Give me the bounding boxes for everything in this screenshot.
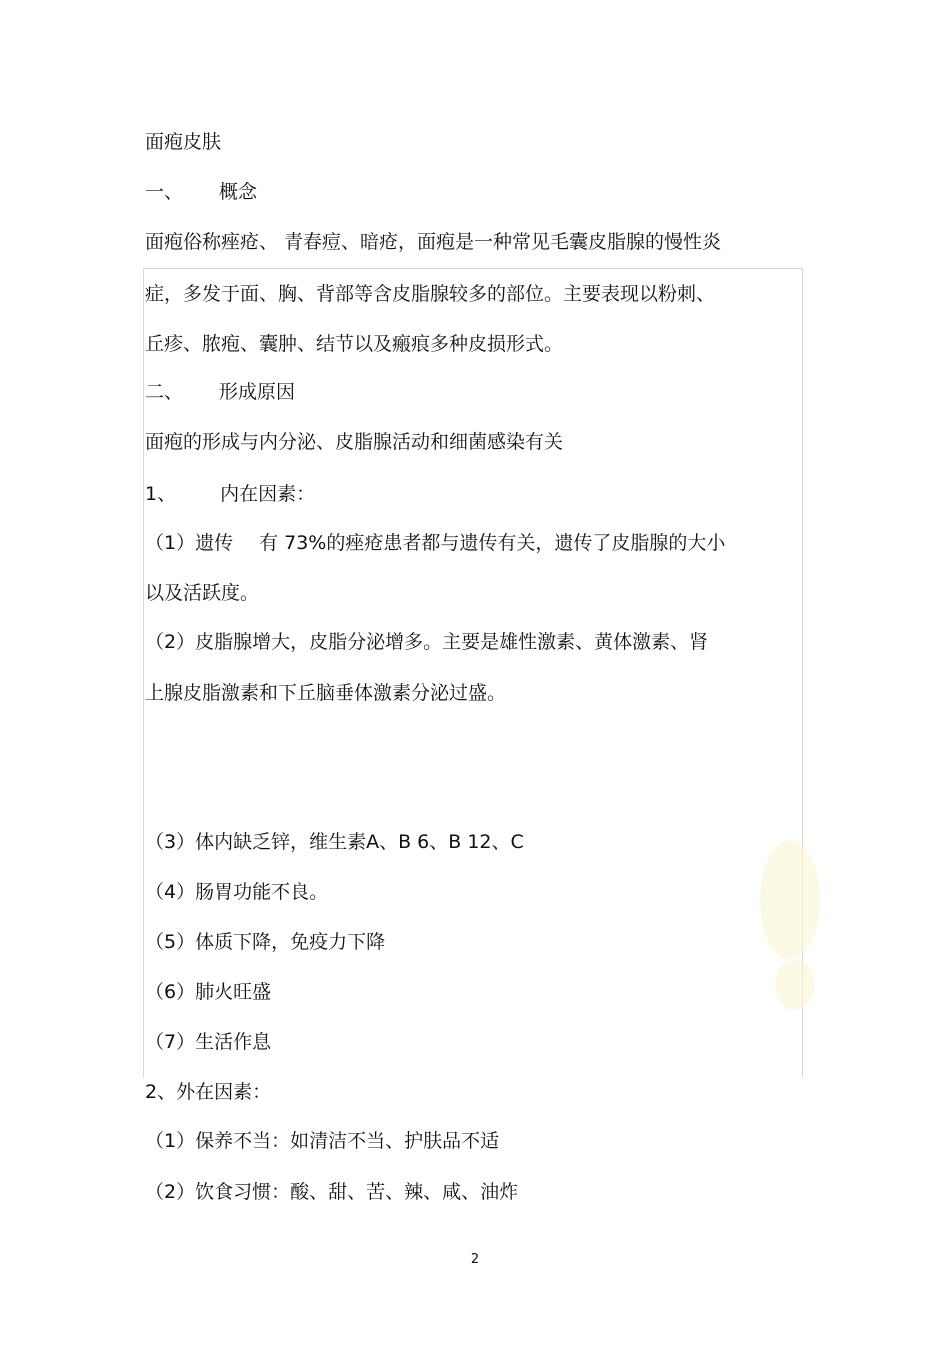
period-list [200, 730, 820, 754]
list-item [145, 531, 725, 555]
subsection-title: 内在因素： [220, 483, 316, 505]
page-number: 2 [470, 1252, 480, 1267]
paper-stain [775, 960, 815, 1010]
list-item: （2）皮脂腺增大，皮脂分泌增多。主要是雄性激素、黄体激素、肾 [145, 631, 709, 653]
doc-title: 面疱皮肤 [145, 131, 222, 153]
section-title: 概念 [219, 181, 258, 203]
paragraph-line: 面疱俗称痤疮、 青春痘、暗疮，面疱是一种常见毛囊皮脂腺的慢性炎 [145, 231, 722, 253]
paragraph-line: 面疱的形成与内分泌、皮脂腺活动和细菌感染有关 [145, 431, 564, 453]
item-text: 有 73%的痤疮患者都与遗传有关，遗传了皮脂腺的大小 [259, 532, 726, 554]
paragraph-line: 以及活跃度。 [145, 582, 260, 604]
section-number: 一、 [145, 181, 184, 203]
list-item: （4）肠胃功能不良。 [145, 881, 329, 903]
list-item: （2）饮食习惯：酸、甜、苦、辣、咸、油炸 [145, 1181, 519, 1203]
list-item: （5）体质下降，免疫力下降 [145, 931, 386, 953]
list-item: （6）肺火旺盛 [145, 981, 272, 1003]
section-heading [145, 380, 295, 404]
subsection-number: 1、 [145, 483, 177, 505]
subsection-heading: 2、外在因素： [145, 1081, 272, 1103]
subsection-heading [145, 482, 315, 506]
list-item: （3）体内缺乏锌，维生素A、B 6、B 12、C [145, 831, 524, 853]
paper-stain [760, 840, 820, 960]
paragraph-line: 上腺皮脂激素和下丘脑垂体激素分泌过盛。 [145, 682, 507, 704]
section-title: 形成原因 [219, 381, 296, 403]
item-label: （1）遗传 [145, 532, 234, 554]
section-heading [145, 180, 257, 204]
list-item: （7）生活作息 [145, 1031, 272, 1053]
paragraph-line: 丘疹、脓疱、囊肿、结节以及瘢痕多种皮损形式。 [145, 333, 564, 355]
paragraph-line: 症，多发于面、胸、背部等含皮脂腺较多的部位。主要表现以粉刺、 [145, 283, 716, 305]
list-item: （1）保养不当：如清洁不当、护肤品不适 [145, 1130, 500, 1152]
section-number: 二、 [145, 381, 184, 403]
